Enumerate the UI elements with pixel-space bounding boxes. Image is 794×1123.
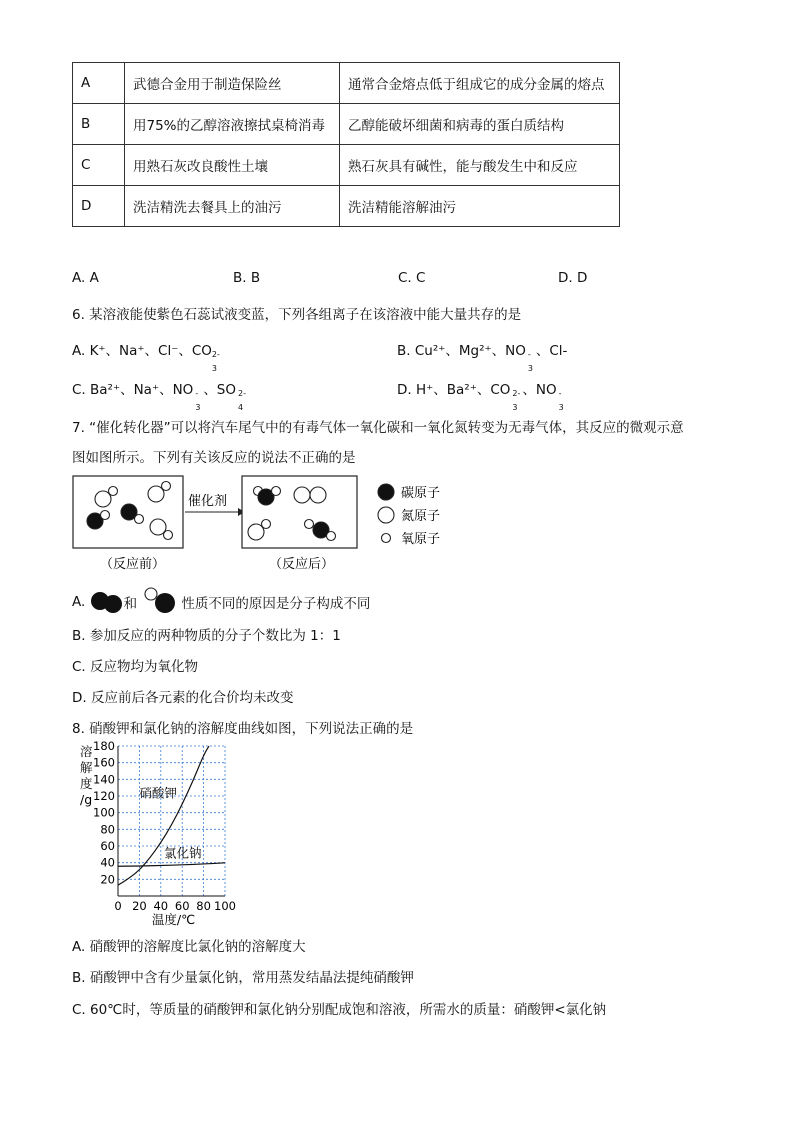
practice-cell: 武德合金用于制造保险丝 [125, 63, 340, 104]
x-tick-label: 0 [114, 899, 122, 913]
series-line-1 [118, 863, 225, 866]
y-axis-label: 溶解度/g [80, 744, 93, 807]
reason-cell: 乙醇能破坏细菌和病毒的蛋白质结构 [340, 104, 620, 145]
q5-option-c[interactable]: C. C [398, 270, 426, 286]
carbon-atom-icon [378, 484, 394, 500]
option-label: D [73, 186, 125, 227]
legend-carbon: 碳原子 [401, 486, 441, 501]
q8-stem: 8. 硝酸钾和氯化钠的溶解度曲线如图，下列说法正确的是 [72, 721, 414, 737]
practice-cell: 洗洁精洗去餐具上的油污 [125, 186, 340, 227]
options-table [72, 62, 620, 227]
q8-option-a[interactable]: A. 硝酸钾的溶解度比氯化钠的溶解度大 [72, 939, 306, 955]
y-tick-label: 60 [100, 839, 115, 853]
q8-option-c[interactable]: C. 60℃时，等质量的硝酸钾和氯化钠分别配成饱和溶液，所需水的质量：硝酸钾<氯化钠 [72, 1002, 607, 1018]
q7-option-b[interactable]: B. 参加反应的两种物质的分子个数比为 1：1 [72, 628, 341, 644]
q5-option-a[interactable]: A. A [72, 270, 99, 286]
option-label: B [73, 104, 125, 145]
x-axis-label: 温度/℃ [151, 912, 196, 927]
q7-option-c[interactable]: C. 反应物均为氧化物 [72, 659, 199, 675]
series-label-nacl: 氯化钠 [164, 845, 202, 861]
option-label: C [73, 145, 125, 186]
legend-nitrogen: 氮原子 [401, 509, 441, 524]
table-row [73, 186, 620, 227]
reason-cell: 熟石灰具有碱性，能与酸发生中和反应 [340, 145, 620, 186]
series-label-kno3: 硝酸钾 [139, 785, 177, 801]
table-row [73, 63, 620, 104]
y-tick-label: 40 [100, 855, 115, 870]
q5-option-d[interactable]: D. D [558, 270, 588, 286]
table-row [73, 145, 620, 186]
y-tick-label: 20 [100, 872, 115, 887]
solubility-chart [70, 738, 245, 928]
y-tick-label: 100 [93, 805, 115, 820]
reason-cell: 通常合金熔点低于组成它的成分金属的熔点 [340, 63, 620, 104]
q8-option-b[interactable]: B. 硝酸钾中含有少量氯化钠，常用蒸发结晶法提纯硝酸钾 [72, 970, 414, 986]
x-tick-label: 80 [196, 899, 211, 913]
x-tick-label: 20 [132, 899, 147, 913]
q7-stem-line1: 7. “催化转化器”可以将汽车尾气中的有毒气体一氧化碳和一氧化氮转变为无毒气体，其反应的微观示意 [72, 420, 684, 436]
q7-option-a[interactable]: A. 和 性质不同的原因是分子构成不同 [72, 586, 370, 618]
q6-option-a[interactable]: A. K⁺、Na⁺、Cl⁻、CO 2- 3 [72, 343, 220, 373]
reason-cell: 洗洁精能溶解油污 [340, 186, 620, 227]
y-tick-label: 160 [93, 755, 115, 770]
practice-cell: 用熟石灰改良酸性土壤 [125, 145, 340, 186]
arrow-label: 催化剂 [188, 494, 228, 509]
q7-stem-line2: 图如图所示。下列有关该反应的说法不正确的是 [72, 450, 356, 466]
x-tick-label: 60 [174, 899, 190, 913]
nitrogen-atom-icon [378, 507, 394, 523]
x-tick-label: 40 [153, 899, 169, 913]
reaction-diagram [70, 472, 460, 576]
y-tick-label: 140 [93, 772, 115, 787]
practice-cell: 用75%的乙醇溶液擦拭桌椅消毒 [125, 104, 340, 145]
y-tick-label: 80 [100, 822, 115, 837]
q6-option-b[interactable]: B. Cu²⁺、Mg²⁺、NO - 3 、Cl- [397, 343, 568, 373]
q6-stem: 6. 某溶液能使紫色石蕊试液变蓝，下列各组离子在该溶液中能大量共存的是 [72, 307, 522, 323]
oxygen-atom-icon [382, 534, 391, 543]
before-label: （反应前） [100, 557, 166, 572]
co-molecule-icon [141, 586, 181, 618]
q6-option-c[interactable]: C. Ba²⁺、Na⁺、NO - 3 、SO 2- 4 [72, 382, 246, 412]
q7-option-d[interactable]: D. 反应前后各元素的化合价均未改变 [72, 690, 294, 706]
q5-option-b[interactable]: B. B [233, 270, 261, 286]
legend [378, 484, 394, 543]
co2-molecule-icon [90, 590, 124, 614]
table-row [73, 104, 620, 145]
q6-option-d[interactable]: D. H⁺、Ba²⁺、CO 2- 3 、NO - 3 [397, 382, 564, 412]
option-label: A [73, 63, 125, 104]
legend-oxygen: 氧原子 [401, 532, 441, 547]
after-label: （反应后） [269, 557, 335, 572]
y-tick-label: 120 [93, 789, 115, 803]
y-tick-label: 180 [93, 739, 115, 753]
x-tick-label: 100 [214, 899, 236, 913]
